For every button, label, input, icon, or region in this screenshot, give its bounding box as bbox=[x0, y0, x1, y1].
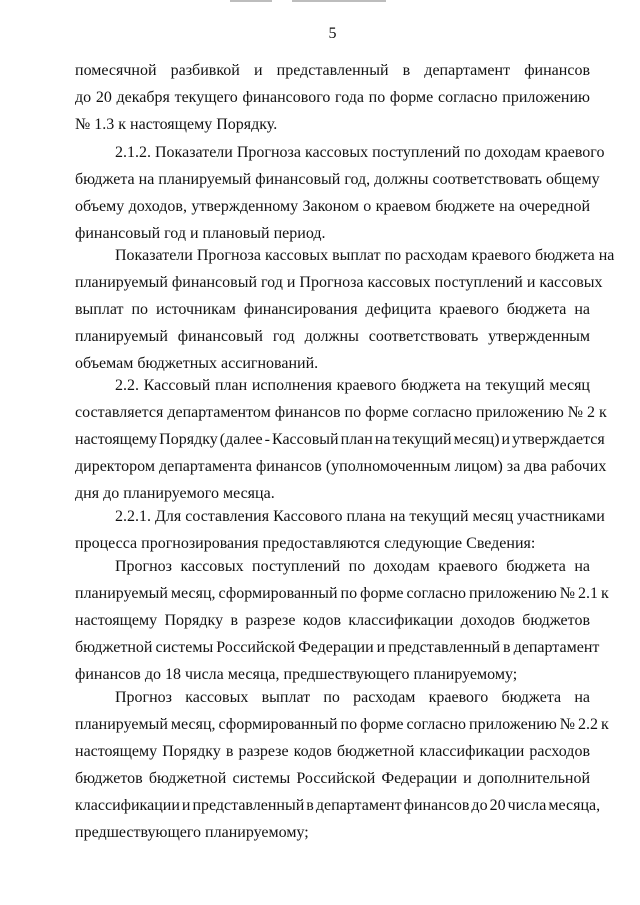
text-line: предшествующего планируемому; bbox=[75, 824, 309, 841]
text-line: объему доходов, утвержденному Законом о краевом бюджете на очередной bbox=[75, 198, 590, 215]
text-line: объемам бюджетных ассигнований. bbox=[75, 355, 319, 372]
text-line: бюджета на планируемый финансовый год, должны соответствовать общему bbox=[75, 171, 600, 188]
text-line: настоящему Порядку (далее - Кассовый план на текущий месяц) и утверждается bbox=[75, 431, 605, 448]
text-line: процесса прогнозирования предоставляются следующие Сведения: bbox=[75, 535, 536, 552]
text-line: № 1.3 к настоящему Порядку. bbox=[75, 116, 278, 133]
text-line: бюджетов бюджетной системы Российской Федерации и дополнительной bbox=[75, 770, 590, 787]
paragraph-first-line: 2.2.1. Для составления Кассового плана на текущий месяц участниками bbox=[115, 508, 605, 525]
text-line: до 20 декабря текущего финансового года по форме согласно приложению bbox=[75, 89, 590, 106]
scan-edge-mark bbox=[230, 0, 272, 2]
paragraph-first-line: Показатели Прогноза кассовых выплат по расходам краевого бюджета на bbox=[115, 247, 615, 264]
scan-edge-mark bbox=[292, 0, 386, 2]
paragraph-first-line: 2.1.2. Показатели Прогноза кассовых поступлений по доходам краевого bbox=[115, 144, 605, 161]
text-line: настоящему Порядку в разрезе кодов бюджетной классификации расходов bbox=[75, 743, 590, 760]
text-line: планируемый месяц, сформированный по форме согласно приложению № 2.2 к bbox=[75, 716, 609, 733]
text-line: классификации и представленный в департамент финансов до 20 числа месяца, bbox=[75, 797, 601, 814]
text-line: настоящему Порядку в разрезе кодов классификации доходов бюджетов bbox=[75, 612, 590, 629]
text-line: директором департамента финансов (уполномоченным лицом) за два рабочих bbox=[75, 458, 607, 475]
paragraph-first-line: Прогноз кассовых поступлений по доходам краевого бюджета на bbox=[115, 558, 590, 575]
text-line: финансов до 18 числа месяца, предшествующего планируемому; bbox=[75, 666, 518, 683]
text-line: бюджетной системы Российской Федерации и представленный в департамент bbox=[75, 639, 600, 656]
text-line: планируемый финансовый год должны соответствовать утвержденным bbox=[75, 328, 590, 345]
text-line: планируемый месяц, сформированный по форме согласно приложению № 2.1 к bbox=[75, 585, 609, 602]
text-line: планируемый финансовый год и Прогноза кассовых поступлений и кассовых bbox=[75, 274, 603, 291]
text-line: помесячной разбивкой и представленный в департамент финансов bbox=[75, 62, 590, 79]
text-line: дня до планируемого месяца. bbox=[75, 485, 275, 502]
text-line: выплат по источникам финансирования дефицита краевого бюджета на bbox=[75, 301, 590, 318]
text-line: финансовый год и плановый период. bbox=[75, 225, 326, 242]
paragraph-first-line: 2.2. Кассовый план исполнения краевого бюджета на текущий месяц bbox=[115, 377, 590, 394]
page-number: 5 bbox=[328, 25, 337, 42]
text-line: составляется департаментом финансов по форме согласно приложению № 2 к bbox=[75, 404, 607, 421]
paragraph-first-line: Прогноз кассовых выплат по расходам краевого бюджета на bbox=[115, 689, 590, 706]
